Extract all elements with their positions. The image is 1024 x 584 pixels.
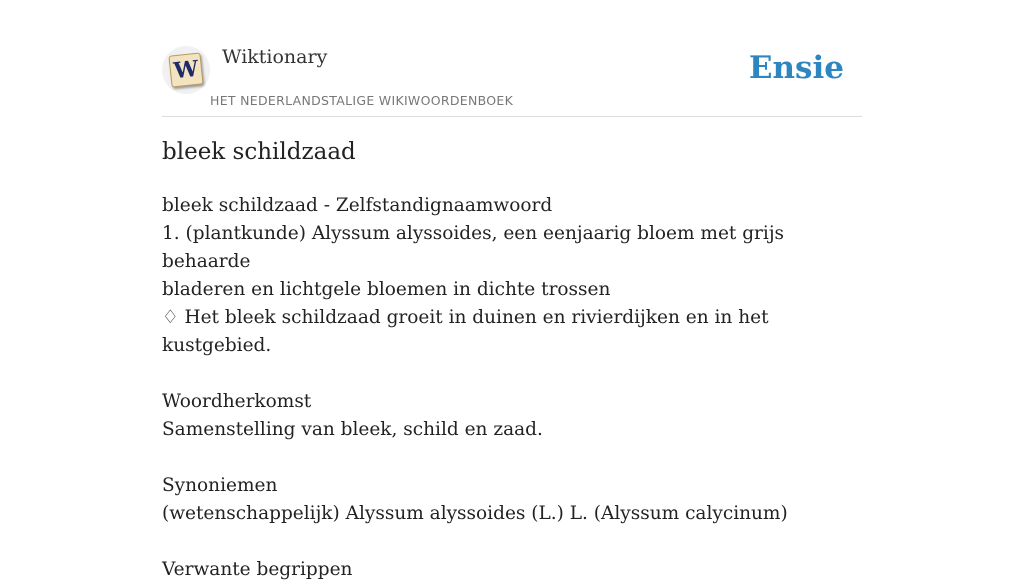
synonyms-text: (wetenschappelijk) Alyssum alyssoides (L.) L. (Alyssum calycinum) bbox=[162, 503, 788, 524]
site-name[interactable]: Wiktionary bbox=[222, 46, 328, 68]
etymology-heading: Woordherkomst bbox=[162, 391, 312, 412]
entry-content bbox=[162, 192, 862, 584]
wiktionary-logo[interactable] bbox=[162, 46, 210, 94]
etymology-text: Samenstelling van bleek, schild en zaad. bbox=[162, 419, 543, 440]
spacer bbox=[162, 444, 862, 472]
spacer bbox=[162, 528, 862, 556]
definition-sense-line-1: 1. (plantkunde) Alyssum alyssoides, een eenjaarig bloem met grijs behaarde bbox=[162, 223, 785, 272]
wiktionary-w-tile-icon: W bbox=[168, 52, 203, 87]
ensie-logo-link[interactable]: Ensie bbox=[748, 50, 844, 86]
definition-sense-line-2: bladeren en lichtgele bloemen in dichte trossen bbox=[162, 279, 611, 300]
site-header bbox=[162, 0, 862, 117]
spacer bbox=[162, 360, 862, 388]
site-tagline: HET NEDERLANDSTALIGE WIKIWOORDENBOEK bbox=[210, 93, 514, 108]
definition-heading: bleek schildzaad - Zelfstandignaamwoord bbox=[162, 195, 553, 216]
definition-example: ♢ Het bleek schildzaad groeit in duinen en rivierdijken en in het kustgebied. bbox=[162, 307, 769, 356]
page-title: bleek schildzaad bbox=[162, 139, 356, 165]
synonyms-heading: Synoniemen bbox=[162, 475, 278, 496]
related-heading: Verwante begrippen bbox=[162, 559, 353, 580]
